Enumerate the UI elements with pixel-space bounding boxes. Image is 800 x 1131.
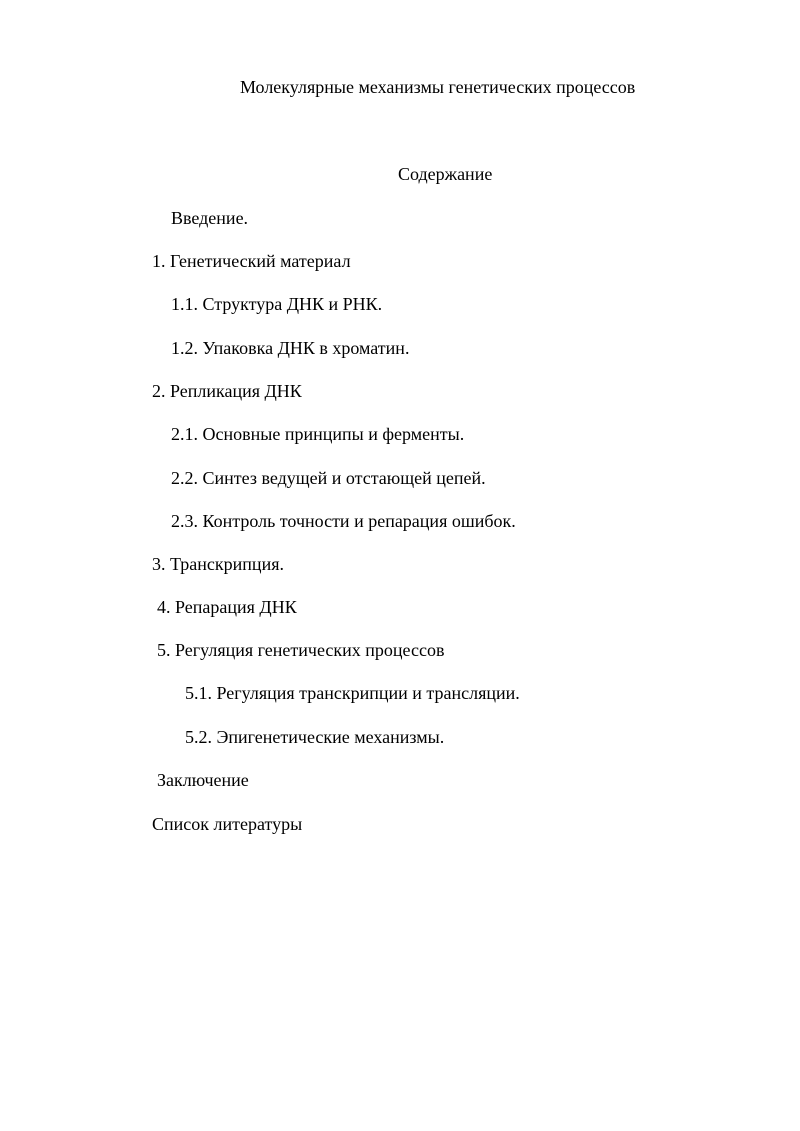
toc-item-fidelity-repair: 2.3. Контроль точности и репарация ошибок. bbox=[171, 511, 516, 531]
toc-item-principles-enzymes: 2.1. Основные принципы и ферменты. bbox=[171, 424, 465, 444]
toc-item-dna-repair: 4. Репарация ДНК bbox=[157, 597, 297, 617]
toc-item-conclusion: Заключение bbox=[157, 770, 249, 790]
toc-item-chromatin-packaging: 1.2. Упаковка ДНК в хроматин. bbox=[171, 338, 410, 358]
toc-item-transcription-translation-regulation: 5.1. Регуляция транскрипции и трансляции. bbox=[185, 683, 520, 703]
toc-item-epigenetic-mechanisms: 5.2. Эпигенетические механизмы. bbox=[185, 727, 445, 747]
toc-item-references: Список литературы bbox=[152, 814, 303, 834]
toc-item-transcription: 3. Транскрипция. bbox=[152, 554, 284, 574]
toc-item-regulation: 5. Регуляция генетических процессов bbox=[157, 640, 445, 660]
toc-heading: Содержание bbox=[398, 164, 493, 184]
toc-item-dna-rna-structure: 1.1. Структура ДНК и РНК. bbox=[171, 294, 383, 314]
toc-item-leading-lagging-strands: 2.2. Синтез ведущей и отстающей цепей. bbox=[171, 468, 486, 488]
toc-item-dna-replication: 2. Репликация ДНК bbox=[152, 381, 302, 401]
document-title: Молекулярные механизмы генетических процессов bbox=[240, 77, 636, 97]
toc-item-introduction: Введение. bbox=[171, 208, 249, 228]
toc-item-genetic-material: 1. Генетический материал bbox=[152, 251, 351, 271]
